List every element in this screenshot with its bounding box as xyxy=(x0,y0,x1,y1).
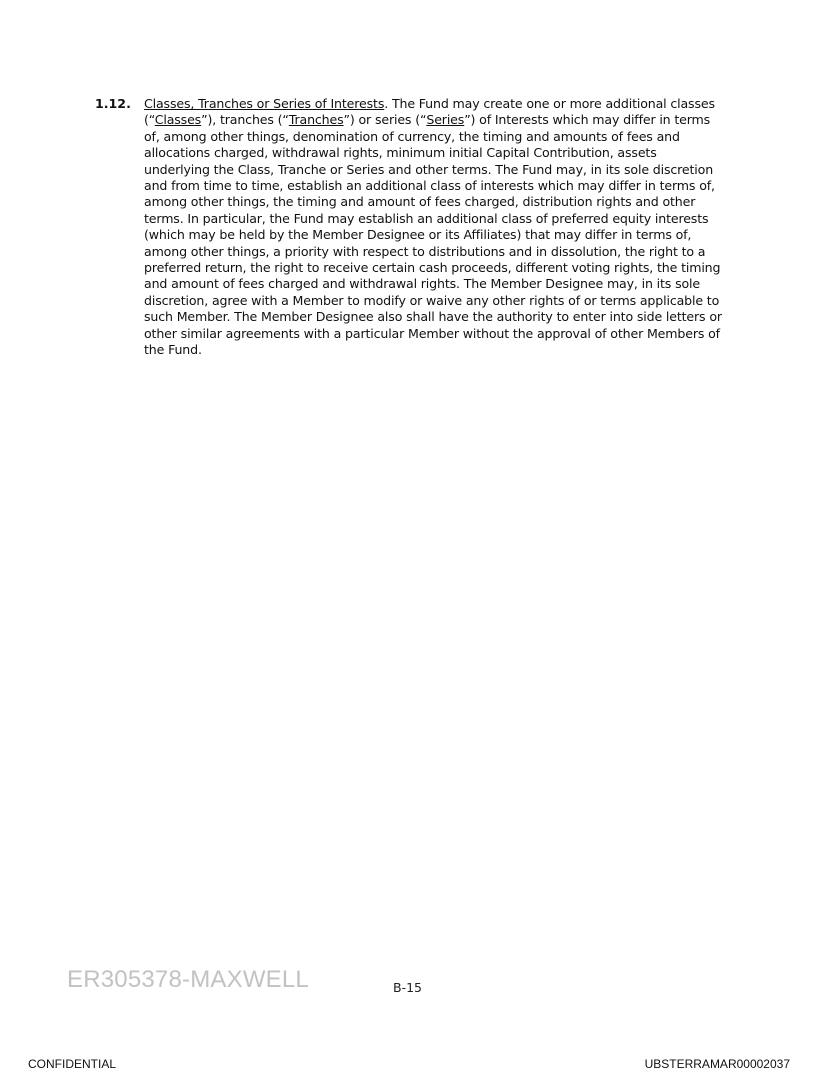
text-after-heading: . The Fund may create one or more additional classes (“ xyxy=(144,96,715,128)
section-heading: Classes, Tranches or Series of Interests xyxy=(144,96,385,111)
section-paragraph xyxy=(144,96,724,359)
text-after-classes: ”), tranches (“ xyxy=(201,112,289,128)
defined-term-series: Series xyxy=(426,112,465,128)
defined-term-tranches: Tranches xyxy=(288,112,344,128)
confidential-label: CONFIDENTIAL xyxy=(28,1057,117,1071)
text-after-tranches: ”) or series (“ xyxy=(343,112,427,128)
defined-term-classes: Classes xyxy=(154,112,202,128)
page-number: B-15 xyxy=(393,980,422,995)
bates-watermark: ER305378-MAXWELL xyxy=(67,966,309,993)
section-body xyxy=(144,96,724,359)
bates-number: UBSTERRAMAR00002037 xyxy=(644,1057,790,1071)
section-number: 1.12. xyxy=(95,96,131,111)
section-body-text: ”) of Interests which may differ in terms of, among other things, denomination of currency, the timing and amounts of fees and allocations charged, withdrawal rights, minimum initial Capital Contribution, assets underlying the Class, Tranche or Series and other terms. The Fund may, in its sole discretion and from time to time, establish an additional class of interests which may differ in terms of, among other things, the timing and amount of fees charged, distribution rights and other terms. In particular, the Fund may establish an additional class of preferred equity interests (which may be held by the Member Designee or its Affiliates) that may differ in terms of, among other things, a priority with respect to distributions and in dissolution, the right to a preferred return, the right to receive certain cash proceeds, different voting rights, the timing and amount of fees charged and withdrawal rights. The Member Designee may, in its sole discretion, agree with a Member to modify or waive any other rights of or terms applicable to such Member. The Member Designee also shall have the authority to enter into side letters or other similar agreements with a particular Member without the approval of other Members of the Fund. xyxy=(144,112,722,358)
